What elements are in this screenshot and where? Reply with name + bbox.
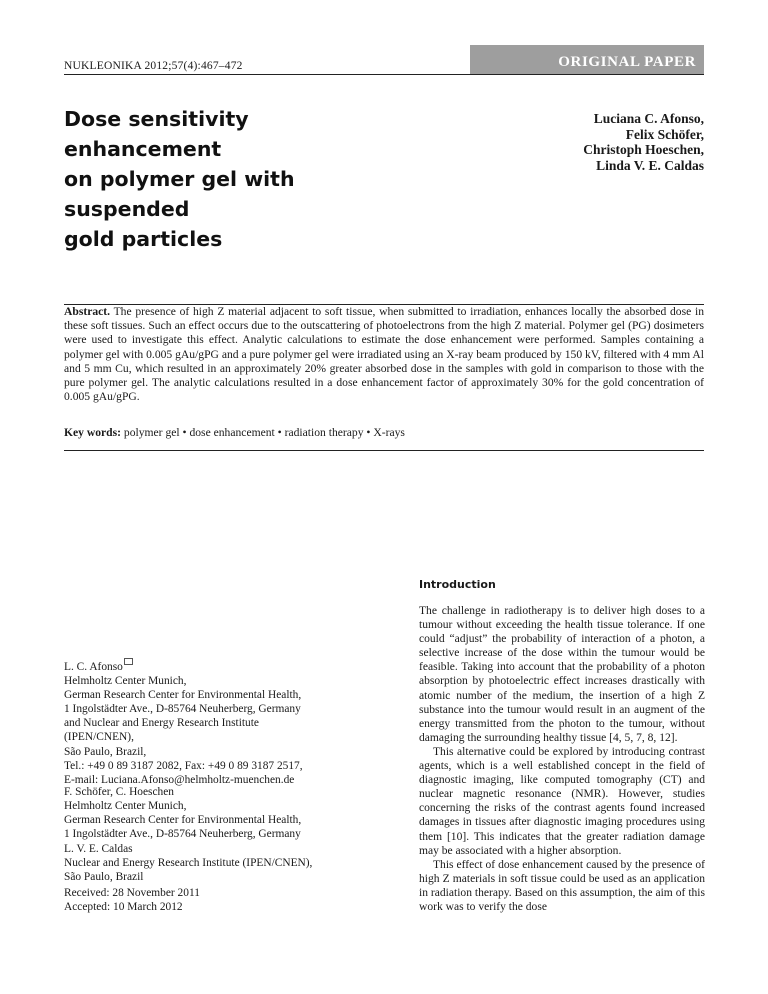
affiliation-line: São Paulo, Brazil [64, 871, 144, 884]
paragraph: The challenge in radiotherapy is to deliver high doses to a tumour without exceeding the health tissue tolerance. If one could “adjust” the probability of interaction of a photon, a selective increase of the dose within the tumour would be feasible. Taking into account that the probability of a photon absorption by photoelectric effect increases drastically with atomic number of the medium, the insertion of a high Z substance into the tumour would result in an augment of the energy transmitted from the photon to the tumour, without damaging the surrounding healthy tissue [4, 5, 7, 8, 12]. [419, 605, 705, 744]
affiliation-block [64, 785, 369, 841]
abstract-text: The presence of high Z material adjacent to soft tissue, when submitted to irradiation, enhances locally the absorbed dose in these soft tissues. Such an effect occurs due to the outscattering of photoelectrons from the high Z material. Polymer gel (PG) dosimeters were used to investigate this effect. Analytic calculations to estimate the dose enhancement were performed. Samples containing a polymer gel with 0.005 gAu/gPG and a pure polymer gel were irradiated using an X-ray beam produced by 150 kV, filtered with 4 mm Al and 5 mm Cu, which resulted in an approximately 20% greater absorbed dose in the samples with gold in comparison to those with the pure polymer gel. The analytic calculations resulted in a dose enhancement factor of approximately 30% for the gold concentration of 0.005 gAu/gPG. [64, 305, 704, 404]
title-line: on polymer gel with suspended [64, 167, 295, 221]
section-heading-introduction: Introduction [419, 578, 496, 591]
affiliation-line: (IPEN/CNEN), [64, 731, 134, 744]
abstract-label: Abstract. [64, 305, 111, 318]
keywords-label: Key words: [64, 426, 121, 439]
affiliation-line: Nuclear and Energy Research Institute (IPEN/CNEN), [64, 857, 313, 870]
accepted-date: Accepted: 10 March 2012 [64, 901, 183, 914]
affiliation-block [64, 842, 369, 884]
author-name: Luciana C. Afonso, [593, 111, 704, 126]
author-name: Christoph Hoeschen, [583, 142, 704, 157]
affiliation-line: São Paulo, Brazil, [64, 745, 147, 758]
author-name: Felix Schöfer, [625, 126, 704, 142]
author-name: Linda V. E. Caldas [596, 157, 704, 173]
keywords-divider [64, 450, 704, 451]
header-divider [64, 74, 704, 75]
affiliation-email: E-mail: Luciana.Afonso@helmholtz-muenchen.de [64, 773, 295, 786]
envelope-icon [124, 658, 133, 665]
affiliation-author: F. Schöfer, C. Hoeschen [64, 786, 174, 798]
affiliation-line: Tel.: +49 0 89 3187 2082, Fax: +49 0 89 3187 2517, [64, 759, 303, 772]
affiliation-line: 1 Ingolstädter Ave., D-85764 Neuherberg, Germany [64, 828, 301, 841]
affiliation-name-line [64, 658, 369, 674]
keywords-text: polymer gel • dose enhancement • radiation therapy • X-rays [123, 426, 405, 439]
affiliation-block [64, 658, 369, 787]
affiliation-line: German Research Center for Environmental Health, [64, 814, 302, 827]
introduction-body [419, 604, 705, 914]
affiliation-line: and Nuclear and Energy Research Institute [64, 717, 259, 730]
paper-type-badge: ORIGINAL PAPER [470, 45, 704, 75]
affiliation-author: L. V. E. Caldas [64, 843, 133, 855]
title-line: gold particles [64, 227, 223, 251]
keywords [64, 426, 704, 439]
journal-reference: NUKLEONIKA 2012;57(4):467–472 [64, 60, 243, 72]
paper-title [64, 104, 394, 254]
affiliation-line: 1 Ingolstädter Ave., D-85764 Neuherberg, Germany [64, 703, 301, 716]
affiliation-line: Helmholtz Center Munich, [64, 675, 187, 688]
affiliation-line: German Research Center for Environmental Health, [64, 689, 302, 702]
submission-dates [64, 886, 200, 914]
title-line: Dose sensitivity enhancement [64, 107, 249, 161]
received-date: Received: 28 November 2011 [64, 887, 200, 899]
paragraph: This alternative could be explored by introducing contrast agents, which is a well established concept in the field of diagnostic imaging, like computed tomography (CT) and nuclear magnetic resonance (NMR). However, studies concerning the risks of the contrast agents found increased damages in tissues after diagnostic imaging procedures using them [10]. This indicates that the greater radiation damage may be associated with a higher absorption. [419, 745, 705, 857]
affiliation-author: L. C. Afonso [64, 661, 123, 673]
paragraph: This effect of dose enhancement caused by the presence of high Z materials in soft tissue could be used as an application in radiation therapy. Based on this assumption, the aim of this work was to verify the dose [419, 858, 705, 913]
abstract [64, 305, 704, 404]
author-list [470, 111, 704, 173]
affiliation-line: Helmholtz Center Munich, [64, 800, 187, 813]
